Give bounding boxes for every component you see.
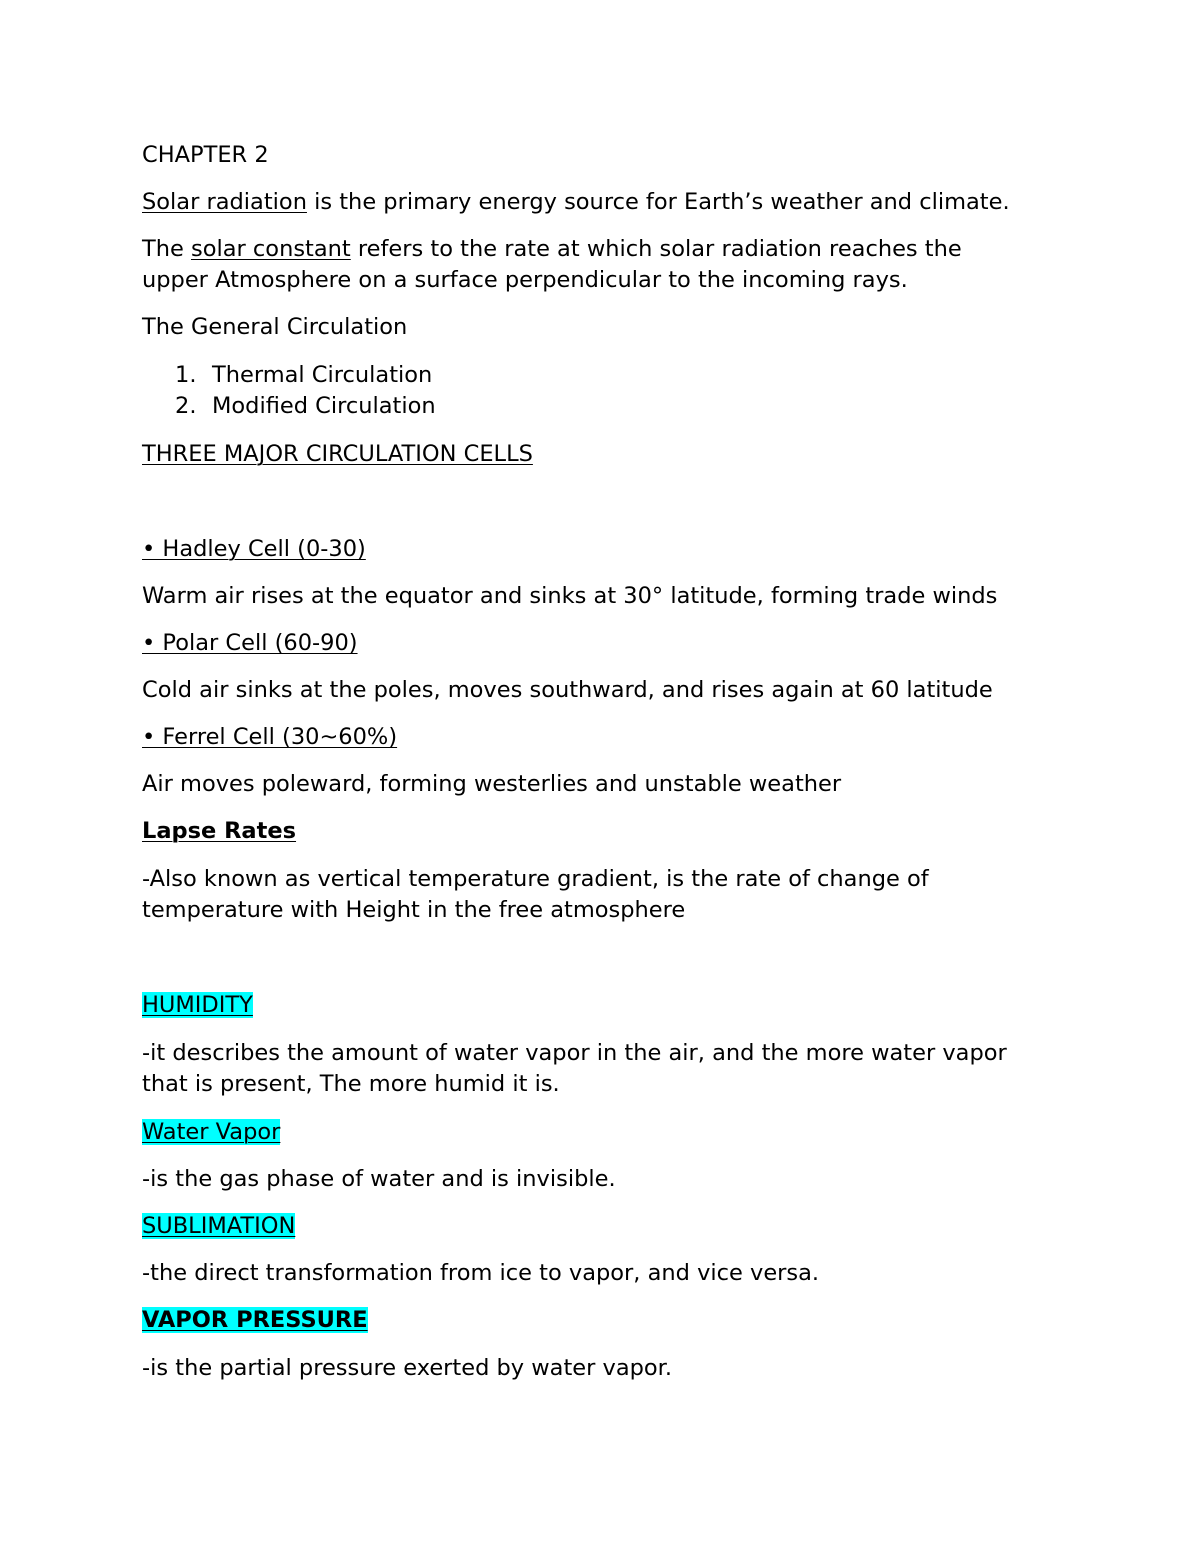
general-circulation-heading: The General Circulation — [142, 314, 408, 340]
ferrel-cell-title: • Ferrel Cell (30~60%) — [142, 724, 398, 750]
hadley-cell-title: • Hadley Cell (0-30) — [142, 536, 366, 562]
humidity-text-line2: that is present, The more humid it is. — [142, 1071, 560, 1097]
solar-radiation-term: Solar radiation — [142, 189, 307, 215]
solar-constant-paragraph-line2: upper Atmosphere on a surface perpendicular to the incoming rays. — [142, 267, 908, 293]
solar-constant-term: solar constant — [191, 236, 351, 262]
lapse-rates-text-line2: temperature with Height in the free atmosphere — [142, 897, 686, 923]
humidity-heading-line — [142, 990, 253, 1021]
water-vapor-heading: Water Vapor — [142, 1119, 281, 1145]
ferrel-cell-description: Air moves poleward, forming westerlies and unstable weather — [142, 771, 842, 797]
water-vapor-heading-line — [142, 1117, 280, 1148]
solar-constant-text: refers to the rate at which solar radiation reaches the — [350, 236, 962, 262]
solar-constant-prefix: The — [142, 236, 191, 262]
water-vapor-description: -is the gas phase of water and is invisible. — [142, 1166, 616, 1192]
list-label: Modified Circulation — [212, 393, 436, 419]
solar-radiation-text: is the primary energy source for Earth’s weather and climate. — [306, 189, 1010, 215]
vapor-pressure-description: -is the partial pressure exerted by water vapor. — [142, 1355, 673, 1381]
polar-cell-description: Cold air sinks at the poles, moves southward, and rises again at 60 latitude — [142, 677, 993, 703]
sublimation-heading: SUBLIMATION — [142, 1213, 296, 1239]
list-number: 2. — [175, 393, 197, 419]
sublimation-description: -the direct transformation from ice to vapor, and vice versa. — [142, 1260, 820, 1286]
list-label: Thermal Circulation — [212, 362, 433, 388]
list-item — [175, 360, 432, 391]
humidity-text-line1: -it describes the amount of water vapor in the air, and the more water vapor — [142, 1040, 1007, 1066]
lapse-rates-text-line1: -Also known as vertical temperature gradient, is the rate of change of — [142, 866, 929, 892]
list-number: 1. — [175, 362, 197, 388]
sublimation-heading-line — [142, 1211, 295, 1242]
solar-constant-paragraph-line1 — [142, 234, 962, 265]
lapse-rates-heading: Lapse Rates — [142, 818, 297, 844]
hadley-cell-description: Warm air rises at the equator and sinks at 30° latitude, forming trade winds — [142, 583, 998, 609]
list-item — [175, 391, 436, 422]
vapor-pressure-heading: VAPOR PRESSURE — [142, 1307, 368, 1333]
humidity-heading: HUMIDITY — [142, 992, 253, 1018]
circulation-cells-heading: THREE MAJOR CIRCULATION CELLS — [142, 441, 533, 467]
vapor-pressure-heading-line — [142, 1305, 368, 1336]
solar-radiation-paragraph — [142, 187, 1010, 218]
chapter-title: CHAPTER 2 — [142, 142, 269, 168]
polar-cell-title: • Polar Cell (60-90) — [142, 630, 358, 656]
